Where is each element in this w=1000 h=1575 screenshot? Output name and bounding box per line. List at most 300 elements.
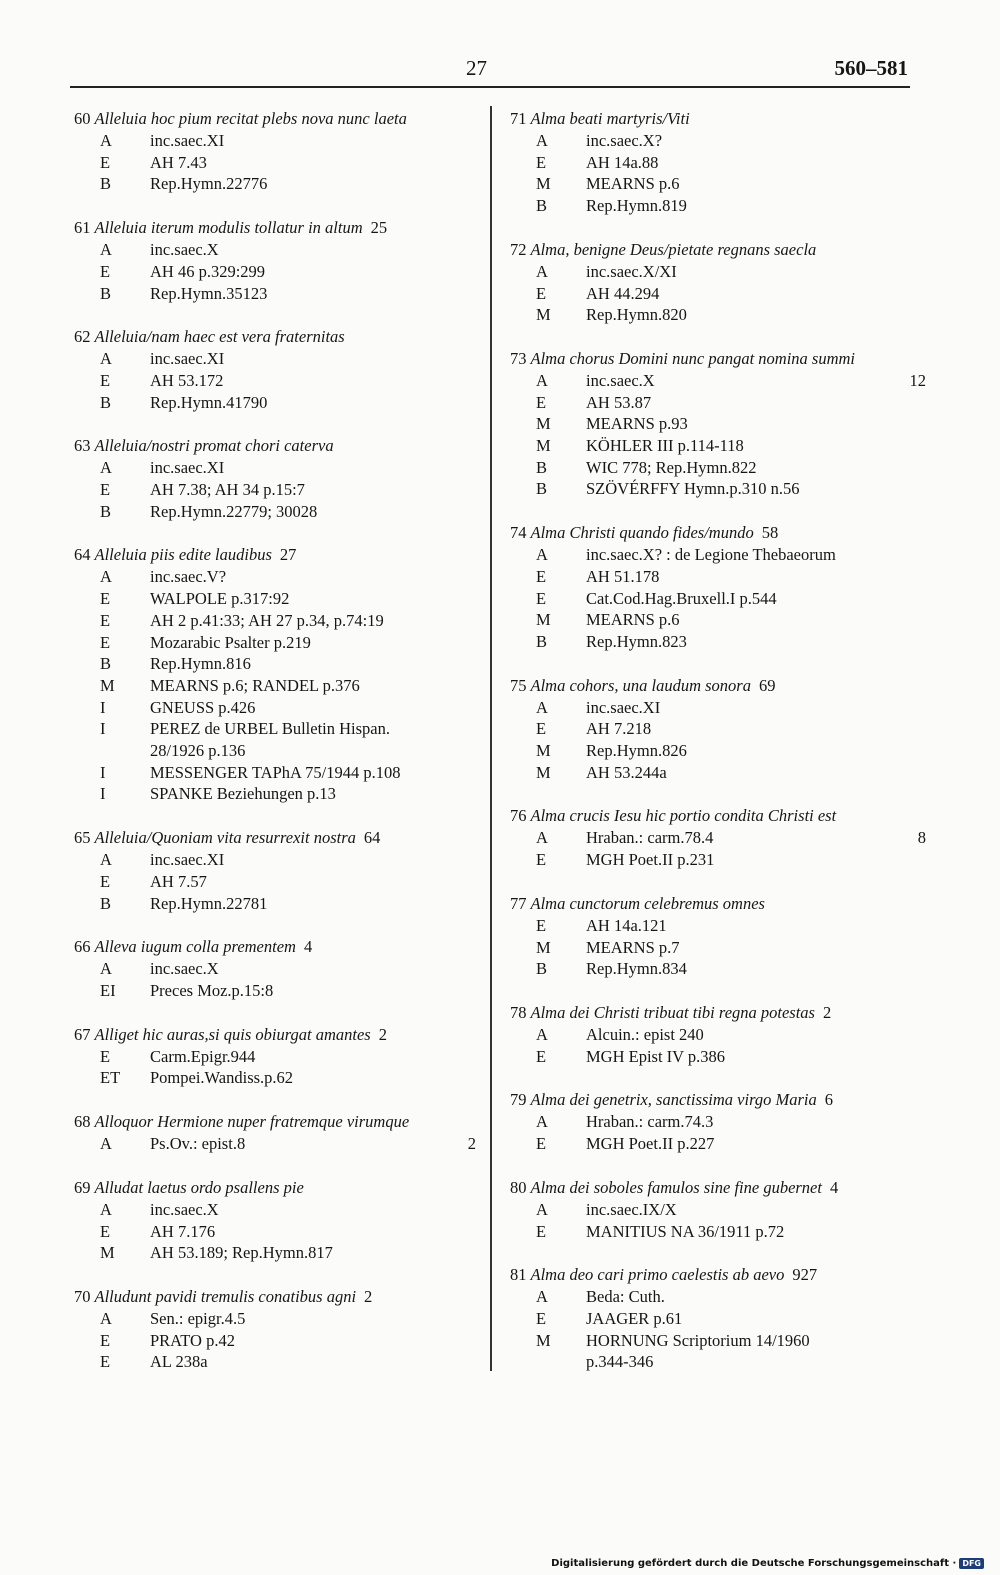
left-column — [74, 108, 476, 1395]
reference-code: E — [536, 1046, 547, 1066]
reference-text: AH 53.189; Rep.Hymn.817 — [150, 1243, 333, 1263]
reference-code: E — [100, 1221, 111, 1241]
reference-text: Mozarabic Psalter p.219 — [150, 632, 311, 652]
entry — [74, 1177, 476, 1264]
reference-row — [74, 849, 476, 871]
reference-row — [74, 718, 476, 740]
entry-line-count: 8 — [917, 828, 926, 848]
reference-row — [510, 958, 926, 980]
entry-title — [74, 544, 476, 566]
reference-code: A — [100, 1199, 112, 1219]
reference-row — [74, 783, 476, 805]
entry-line-count: 4 — [829, 1177, 839, 1197]
reference-text: Rep.Hymn.819 — [586, 196, 687, 216]
entry-line-count: 64 — [363, 828, 381, 848]
entry-title — [74, 827, 476, 849]
reference-code: E — [100, 632, 111, 652]
reference-text: Rep.Hymn.22776 — [150, 174, 268, 194]
entry — [74, 1286, 476, 1373]
reference-text: inc.saec.XI — [150, 458, 225, 478]
reference-text: Rep.Hymn.826 — [586, 741, 687, 761]
entry — [510, 1264, 926, 1373]
reference-row — [510, 697, 926, 719]
reference-code — [510, 1351, 586, 1373]
entry-incipit: Alleluia piis edite laudibus — [94, 545, 272, 565]
entry-incipit: Alloquor Hermione nuper fratremque virumque — [94, 1112, 410, 1132]
entry — [74, 1024, 476, 1089]
entry-number: 61 — [74, 218, 91, 238]
reference-text: inc.saec.XI — [586, 697, 661, 717]
reference-code: A — [100, 349, 112, 369]
reference-row — [74, 566, 476, 588]
reference-code: E — [536, 588, 547, 608]
entry-line-count: 25 — [370, 218, 388, 238]
reference-text: Pompei.Wandiss.p.62 — [150, 1068, 294, 1088]
entry-title — [510, 108, 926, 130]
reference-row — [74, 610, 476, 632]
reference-code: E — [100, 370, 111, 390]
entry-number: 69 — [74, 1177, 91, 1197]
entry-line-count: 2 — [467, 1134, 476, 1154]
entry-title — [510, 1089, 926, 1111]
reference-row — [74, 152, 476, 174]
entry-number: 65 — [74, 828, 91, 848]
reference-row — [510, 370, 926, 392]
entry-number: 64 — [74, 545, 91, 565]
entry — [510, 1002, 926, 1067]
reference-text: WIC 778; Rep.Hymn.822 — [586, 457, 757, 477]
reference-code: E — [536, 283, 547, 303]
reference-text: MEARNS p.6 — [586, 174, 680, 194]
reference-code: A — [536, 697, 548, 717]
entry-incipit: Alludunt pavidi tremulis conatibus agni — [94, 1286, 357, 1306]
reference-text: MESSENGER TAPhA 75/1944 p.108 — [150, 762, 401, 782]
entry-title — [510, 1177, 926, 1199]
reference-row — [510, 478, 926, 500]
reference-code: A — [536, 1112, 548, 1132]
reference-row — [510, 392, 926, 414]
entry-title — [510, 1002, 926, 1024]
entry-incipit: Alliget hic auras,si quis obiurgat amantes — [94, 1024, 371, 1044]
entry — [510, 675, 926, 784]
reference-row — [510, 261, 926, 283]
reference-code: I — [100, 719, 106, 739]
reference-text: SZÖVÉRFFY Hymn.p.310 n.56 — [586, 479, 800, 499]
reference-row — [74, 1067, 476, 1089]
reference-code: E — [100, 1352, 111, 1372]
entry-incipit: Alleva iugum colla prementem — [94, 937, 296, 957]
reference-text: GNEUSS p.426 — [150, 697, 256, 717]
reference-row — [74, 261, 476, 283]
reference-text: AH 46 p.329:299 — [150, 261, 266, 281]
entry-title — [510, 675, 926, 697]
reference-code: E — [100, 152, 111, 172]
entry-line-count: 2 — [364, 1286, 373, 1306]
reference-row — [510, 915, 926, 937]
footer-text: Digitalisierung gefördert durch die Deutsche Forschungsgemeinschaft · — [551, 1558, 957, 1569]
reference-code: B — [536, 196, 548, 216]
entry-incipit: Alleluia/Quoniam vita resurrexit nostra — [94, 828, 356, 848]
reference-code: M — [536, 436, 551, 456]
reference-code: E — [100, 1330, 111, 1350]
reference-row — [74, 653, 476, 675]
entry-incipit: Alleluia/nam haec est vera fraternitas — [94, 327, 345, 347]
entry-title — [74, 936, 476, 958]
reference-text: AH 7.38; AH 34 p.15:7 — [150, 480, 305, 500]
reference-row — [74, 392, 476, 414]
entry-incipit: Alma cohors, una laudum sonora — [530, 675, 751, 695]
reference-row — [74, 130, 476, 152]
reference-row — [510, 740, 926, 762]
reference-text: Preces Moz.p.15:8 — [150, 980, 274, 1000]
entry-incipit: Alma dei genetrix, sanctissima virgo Maria — [530, 1090, 817, 1110]
reference-code: A — [536, 261, 548, 281]
entry — [510, 1089, 926, 1154]
entry-incipit: Alma chorus Domini nunc pangat nomina summi — [530, 348, 855, 368]
page-number: 27 — [466, 56, 487, 80]
reference-code: I — [100, 762, 106, 782]
reference-row — [510, 718, 926, 740]
entry — [74, 544, 476, 805]
reference-row — [74, 871, 476, 893]
entry-number: 63 — [74, 436, 91, 456]
reference-text: AH 2 p.41:33; AH 27 p.34, p.74:19 — [150, 610, 384, 630]
entry — [510, 893, 926, 980]
reference-text: inc.saec.XI — [150, 349, 225, 369]
entry-incipit: Alma deo cari primo caelestis ab aevo — [530, 1265, 785, 1285]
reference-row — [74, 958, 476, 980]
entry-incipit: Alma cunctorum celebremus omnes — [530, 893, 765, 913]
reference-code: A — [536, 828, 548, 848]
reference-text: MEARNS p.7 — [586, 937, 680, 957]
reference-code: A — [536, 1199, 548, 1219]
reference-row — [74, 348, 476, 370]
entry-line-count: 2 — [822, 1002, 832, 1022]
reference-text: AH 7.176 — [150, 1221, 216, 1241]
reference-text: HORNUNG Scriptorium 14/1960 — [586, 1330, 810, 1350]
entry-title — [510, 239, 926, 261]
reference-text: Rep.Hymn.823 — [586, 631, 687, 651]
reference-row — [74, 1330, 476, 1352]
reference-code: A — [100, 959, 112, 979]
entry-number: 79 — [510, 1090, 527, 1110]
reference-row — [510, 1133, 926, 1155]
entry-line-count: 27 — [279, 545, 297, 565]
reference-code: M — [536, 762, 551, 782]
reference-text: Sen.: epigr.4.5 — [150, 1308, 246, 1328]
reference-row — [510, 609, 926, 631]
reference-code: M — [536, 305, 551, 325]
reference-row — [510, 457, 926, 479]
entry — [74, 435, 476, 522]
reference-text: MGH Epist IV p.386 — [586, 1046, 726, 1066]
reference-text: Carm.Epigr.944 — [150, 1046, 256, 1066]
reference-row — [74, 283, 476, 305]
reference-code: E — [536, 850, 547, 870]
reference-code: A — [100, 131, 112, 150]
entry-incipit: Alleluia iterum modulis tollatur in altum — [94, 218, 363, 238]
reference-code: B — [536, 959, 548, 979]
reference-row — [74, 370, 476, 392]
reference-text: AH 7.57 — [150, 871, 207, 891]
reference-code: M — [536, 610, 551, 630]
reference-text: MGH Poet.II p.231 — [586, 850, 715, 870]
reference-code: E — [536, 152, 547, 172]
entry-number: 66 — [74, 937, 91, 957]
reference-text: Ps.Ov.: epist.8 — [150, 1134, 246, 1154]
reference-code: E — [100, 589, 111, 609]
reference-text: AH 51.178 — [586, 566, 660, 586]
reference-text: AH 53.87 — [586, 392, 652, 412]
entry-incipit: Alma dei Christi tribuat tibi regna potestas — [530, 1002, 815, 1022]
reference-row — [510, 566, 926, 588]
reference-code: B — [100, 501, 112, 521]
reference-row — [510, 1221, 926, 1243]
reference-text: Rep.Hymn.35123 — [150, 283, 268, 303]
reference-text: inc.saec.XI — [150, 131, 225, 150]
reference-row — [510, 195, 926, 217]
reference-code: E — [100, 480, 111, 500]
entry-number: 67 — [74, 1024, 91, 1044]
reference-code: A — [536, 1287, 548, 1307]
reference-code: A — [536, 1024, 548, 1044]
entry — [510, 522, 926, 653]
entry-number: 71 — [510, 109, 527, 128]
entry — [510, 108, 926, 217]
entry-number: 60 — [74, 109, 91, 128]
reference-text: p.344-346 — [586, 1352, 654, 1372]
reference-code: EI — [100, 980, 116, 1000]
reference-code: B — [100, 174, 112, 194]
reference-code: E — [536, 1308, 547, 1328]
reference-row — [74, 588, 476, 610]
reference-text: AH 14a.88 — [586, 152, 659, 172]
reference-code: M — [536, 174, 551, 194]
reference-text: WALPOLE p.317:92 — [150, 589, 290, 609]
reference-code: B — [100, 392, 112, 412]
reference-text: Rep.Hymn.820 — [586, 305, 687, 325]
reference-code: B — [100, 283, 112, 303]
reference-row — [74, 632, 476, 654]
reference-row — [74, 501, 476, 523]
entry-incipit: Alludat laetus ordo psallens pie — [94, 1177, 304, 1197]
entry-title — [74, 217, 476, 239]
reference-text: PEREZ de URBEL Bulletin Hispan. — [150, 719, 390, 739]
reference-text: Hraban.: carm.78.4 — [586, 828, 714, 848]
entry-incipit: Alleluia hoc pium recitat plebs nova nunc laeta — [94, 109, 407, 128]
entry-number: 68 — [74, 1112, 91, 1132]
reference-row — [510, 1111, 926, 1133]
entry — [74, 217, 476, 304]
reference-code: M — [536, 414, 551, 434]
reference-text: Rep.Hymn.834 — [586, 959, 687, 979]
reference-row — [510, 413, 926, 435]
reference-row — [510, 130, 926, 152]
reference-code: M — [536, 741, 551, 761]
reference-text: AH 7.43 — [150, 152, 207, 172]
entry-number: 76 — [510, 806, 527, 826]
reference-code: ET — [100, 1068, 121, 1088]
entry-line-count: 58 — [761, 523, 779, 543]
reference-text: Rep.Hymn.22779; 30028 — [150, 501, 318, 521]
entry-number: 77 — [510, 893, 527, 913]
reference-row — [74, 1046, 476, 1068]
reference-row — [510, 1351, 926, 1373]
reference-text: inc.saec.X? — [586, 131, 663, 150]
reference-code: A — [536, 370, 548, 390]
reference-row — [74, 1308, 476, 1330]
entry-incipit: Alma, benigne Deus/pietate regnans saecla — [530, 239, 817, 259]
reference-code: A — [536, 131, 548, 150]
reference-row — [74, 893, 476, 915]
reference-row — [74, 239, 476, 261]
reference-code: A — [100, 240, 112, 260]
entry — [74, 1111, 476, 1155]
entry — [510, 239, 926, 326]
reference-code: E — [536, 719, 547, 739]
entry-incipit: Alma dei soboles famulos sine fine gubernet — [530, 1177, 822, 1197]
reference-code: B — [100, 893, 112, 913]
reference-row — [74, 675, 476, 697]
reference-code: E — [100, 871, 111, 891]
reference-code: I — [100, 784, 106, 804]
reference-row — [510, 849, 926, 871]
reference-text: AH 14a.121 — [586, 915, 667, 935]
reference-code: A — [536, 545, 548, 565]
reference-text: inc.saec.V? — [150, 567, 227, 587]
reference-text: Hraban.: carm.74.3 — [586, 1112, 714, 1132]
entry-number: 81 — [510, 1265, 527, 1285]
reference-text: MGH Poet.II p.227 — [586, 1134, 715, 1154]
entry-title — [510, 805, 926, 827]
reference-row — [74, 1242, 476, 1264]
reference-text: 28/1926 p.136 — [150, 741, 246, 761]
entry-incipit: Alleluia/nostri promat chori caterva — [94, 436, 334, 456]
reference-row — [510, 544, 926, 566]
reference-code: A — [100, 1308, 112, 1328]
reference-row — [510, 762, 926, 784]
reference-code: B — [536, 631, 548, 651]
reference-text: inc.saec.XI — [150, 850, 225, 870]
reference-text: MANITIUS NA 36/1911 p.72 — [586, 1221, 785, 1241]
reference-text: MEARNS p.93 — [586, 414, 688, 434]
entry-title — [74, 1024, 476, 1046]
reference-code: M — [100, 1243, 115, 1263]
reference-text: AH 53.244a — [586, 762, 667, 782]
reference-code: E — [100, 1046, 111, 1066]
entry — [510, 1177, 926, 1242]
reference-text: inc.saec.X? : de Legione Thebaeorum — [586, 545, 836, 565]
reference-row — [510, 1199, 926, 1221]
entry — [74, 108, 476, 195]
entry-title — [74, 1177, 476, 1199]
entry — [74, 936, 476, 1001]
reference-row — [510, 827, 926, 849]
reference-row — [74, 1221, 476, 1243]
entry — [74, 827, 476, 914]
entry-title — [510, 893, 926, 915]
reference-code: I — [100, 697, 106, 717]
entry-number: 78 — [510, 1002, 527, 1022]
reference-row — [74, 740, 476, 762]
reference-row — [74, 1351, 476, 1373]
reference-row — [510, 1286, 926, 1308]
entry-title — [510, 522, 926, 544]
reference-text: Rep.Hymn.22781 — [150, 893, 268, 913]
reference-code: A — [100, 1134, 112, 1154]
reference-row — [510, 937, 926, 959]
reference-row — [74, 457, 476, 479]
reference-text: PRATO p.42 — [150, 1330, 235, 1350]
reference-text: KÖHLER III p.114-118 — [586, 436, 744, 456]
reference-text: Cat.Cod.Hag.Bruxell.I p.544 — [586, 588, 777, 608]
reference-text: Alcuin.: epist 240 — [586, 1024, 704, 1044]
reference-row — [510, 1024, 926, 1046]
entry-number: 70 — [74, 1286, 91, 1306]
entry — [510, 805, 926, 870]
reference-text: SPANKE Beziehungen p.13 — [150, 784, 336, 804]
reference-row — [510, 283, 926, 305]
reference-code: B — [536, 457, 548, 477]
reference-code: A — [100, 567, 112, 587]
reference-text: AH 53.172 — [150, 370, 224, 390]
reference-code: B — [536, 479, 548, 499]
entry-incipit: Alma beati martyris/Viti — [530, 109, 690, 128]
reference-row — [74, 980, 476, 1002]
entry — [74, 326, 476, 413]
reference-row — [510, 435, 926, 457]
entry-line-count: 927 — [792, 1265, 818, 1285]
reference-row — [510, 1330, 926, 1352]
column-divider — [490, 106, 492, 1371]
reference-text: inc.saec.X — [150, 959, 219, 979]
reference-text: Rep.Hymn.41790 — [150, 392, 268, 412]
reference-text: inc.saec.X — [586, 370, 655, 390]
entry-range: 560–581 — [834, 56, 908, 80]
entry-incipit: Alma Christi quando fides/mundo — [530, 523, 754, 543]
reference-row — [74, 762, 476, 784]
reference-row — [74, 173, 476, 195]
entry-line-count: 2 — [378, 1024, 387, 1044]
reference-row — [510, 588, 926, 610]
reference-row — [510, 304, 926, 326]
entry-title — [74, 1286, 476, 1308]
entry-line-count: 12 — [909, 370, 926, 390]
reference-row — [74, 697, 476, 719]
reference-code: E — [100, 261, 111, 281]
reference-code — [74, 740, 150, 762]
entry-title — [74, 1111, 476, 1133]
entry-title — [74, 326, 476, 348]
reference-code: E — [100, 610, 111, 630]
reference-code: E — [536, 915, 547, 935]
reference-row — [74, 1199, 476, 1221]
reference-code: E — [536, 1221, 547, 1241]
entry-line-count: 4 — [303, 937, 313, 957]
reference-text: Beda: Cuth. — [586, 1287, 665, 1307]
reference-code: M — [536, 1330, 551, 1350]
reference-code: B — [100, 654, 112, 674]
reference-row — [74, 479, 476, 501]
reference-text: Rep.Hymn.816 — [150, 654, 251, 674]
reference-text: inc.saec.X — [150, 1199, 219, 1219]
entry-line-count: 6 — [824, 1090, 834, 1110]
reference-text: AL 238a — [150, 1352, 208, 1372]
entry-number: 72 — [510, 239, 527, 259]
entry-title — [74, 108, 476, 130]
dfg-logo: DFG — [959, 1558, 984, 1569]
reference-code: M — [536, 937, 551, 957]
